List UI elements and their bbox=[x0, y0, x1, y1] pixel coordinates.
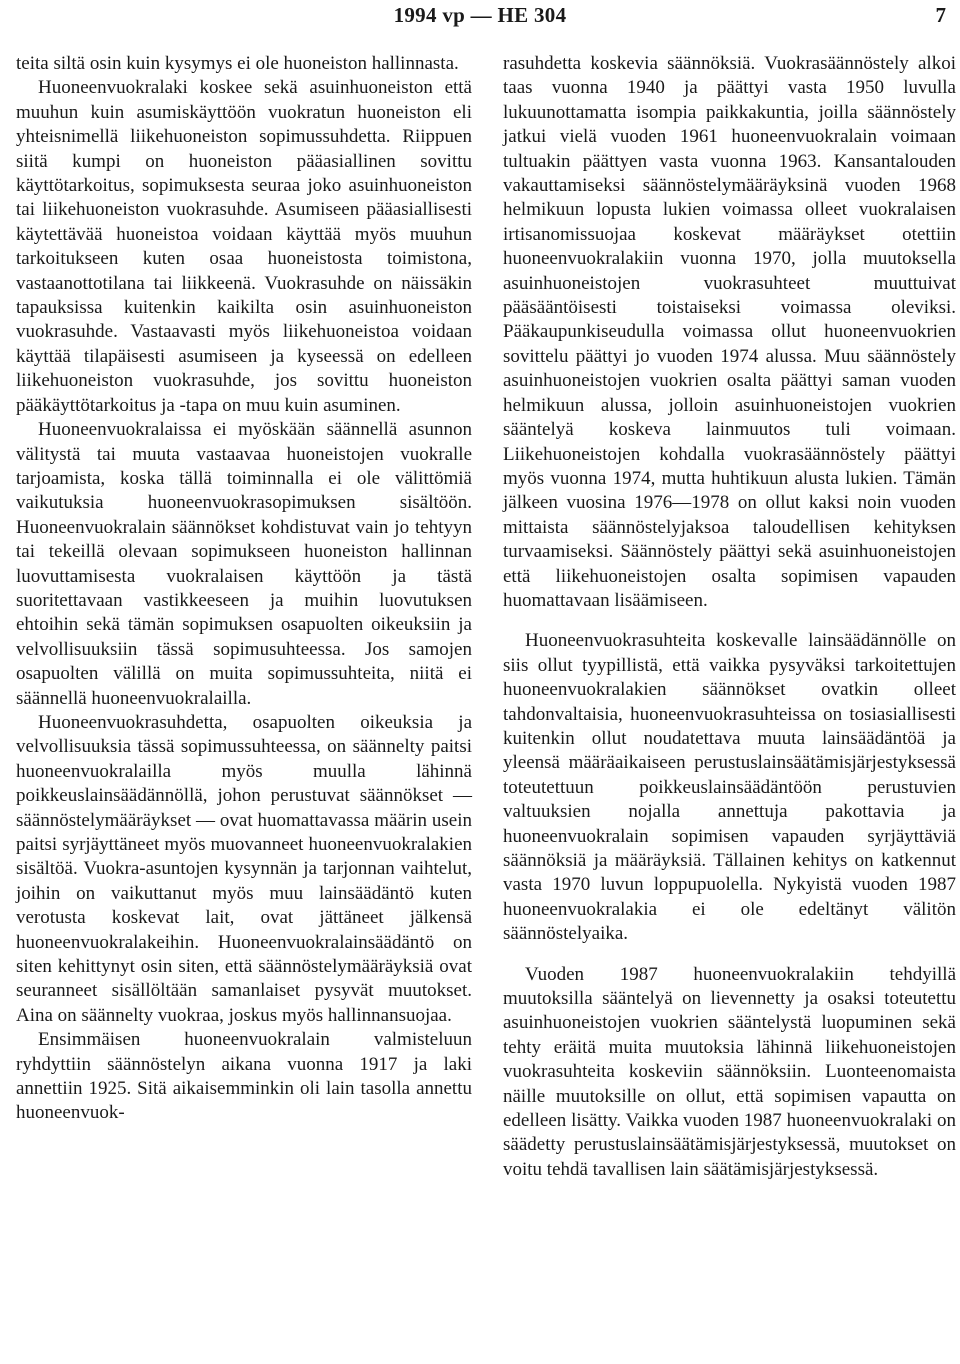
right-column bbox=[503, 52, 956, 1182]
body-paragraph: Huoneenvuokralaissa ei myöskään säännellä asunnon välitystä tai muuta vastaavaa huoneistojen vuokralle tarjoamista, koska tällä toiminnalla ei ole välittömiä vaikutuksia huoneenvuokrasopimuksen sisältöön. Huoneenvuokralain säännökset kohdistuvat vain jo tehtyyn tai tekeillä olevaan sopimukseen huoneiston hallinnan luovuttamisesta vuokralaisen käyttöön ja tästä suoritettavaan vastikkeeseen ja muihin luovutuksen ehtoihin sekä tämän sopimuksen osapuolten oikeuksiin ja velvollisuuksiin tässä sopimusuhteessa. Jos samojen osapuolten välillä on muita sopimussuhteita, niitä ei säännellä huoneenvuokralailla. bbox=[16, 419, 472, 709]
body-paragraph: Ensimmäisen huoneenvuokralain valmisteluun ryhdyttiin säännöstelyn aikana vuonna 1917 ja laki annettiin 1925. Sitä aikaisemminkin oli lain tasolla annettu huoneenvuok- bbox=[16, 1029, 472, 1124]
body-paragraph: teita siltä osin kuin kysymys ei ole huoneiston hallinnasta. bbox=[16, 53, 459, 74]
body-paragraph: Huoneenvuokralaki koskee sekä asuinhuoneiston että muuhun kuin asumiskäyttöön vuokratun huoneiston eli yhteisnimellä liikehuoneiston sopimussuhdetta. Riippuen siitä kumpi on huoneiston pääasiallinen sovittu käyttötarkoitus, sopimuksesta seuraa joko asuinhuoneiston tai liikehuoneiston vuokrasuhde. Asumiseen pääasiallisesti käytettävää huoneistoa voidaan käyttää myös muuhun tarkoitukseen kuten osaa huoneistosta toimistona, vastaanottotilana tai liikkeenä. Vuokrasuhde on näissäkin tapauksissa kuitenkin kaikilta osin asuinhuoneiston vuokrasuhde. Vastaavasti myös liikehuoneistoa voidaan käyttää tilapäisesti asumiseen ja kyseessä on edelleen liikehuoneiston vuokrasuhde, jos sovittu huoneiston pääkäyttötarkoitus ja -tapa on muu kuin asuminen. bbox=[16, 77, 472, 416]
body-paragraph: Huoneenvuokrasuhteita koskevalle lainsäädännölle on siis ollut tyypillistä, että vaikka pysyväksi tarkoitettujen huoneenvuokralakien säännökset ovatkin olleet tahdonvaltaisia, huoneenvuokrasuhteissa on tosiasiallisesti kuitenkin ollut noudatettava muuta lainsäädäntöä ja yleensä määräaikaiseen perustuslainsäätämisjärjestyksessä toteutettuun poikkeuslainsäädäntöön perustuvien valtuuksien nojalla annettuja pakottavia ja huoneenvuokralain sopimisen vapauden syrjäyttäviä säännöksiä ja määräyksiä. Tällainen kehitys on katkennut vasta 1970 luvun loppupuolella. Nykyistä vuoden 1987 huoneenvuokralakia ei ole edeltänyt välitön säännöstelyaika. bbox=[503, 630, 956, 945]
page-header bbox=[0, 0, 960, 36]
page-number: 7 bbox=[935, 3, 946, 27]
body-paragraph: Huoneenvuokrasuhdetta, osapuolten oikeuksia ja velvollisuuksia tässä sopimussuhteessa, on säännelty paitsi huoneenvuokralailla myös muulla lähinnä poikkeuslainsäädännöllä, johon perustuvat säännökset — säännöstelymääräykset — ovat huomattavassa määrin usein paitsi syrjäyttäneet myös muovanneet huoneenvuokralakien sisältöä. Vuokra-asuntojen kysynnän ja tarjonnan vaihtelut, joihin on vaikuttanut myös muu lainsäädäntö kuten verotusta koskevat lait, ovat jättäneet jälkensä huoneenvuokralakeihin. Huoneenvuokralainsäädäntö on siten kehittynyt osin siten, että säännöstelymääräyksiä ovat seuranneet sisällöltään samanlaiset pysyvät muutokset. Aina on säännelty vuokraa, joskus myös hallinnansuojaa. bbox=[16, 711, 472, 1026]
left-column bbox=[16, 52, 472, 1126]
body-paragraph: rasuhdetta koskevia säännöksiä. Vuokrasäännöstely alkoi taas vuonna 1940 ja päättyi vasta 1950 luvulla lukuunottamatta isompia paikkakuntia, joilla säännöstely jatkui vielä vuoden 1961 huoneenvuokralain voimaan tultuakin päättyen vasta vuonna 1963. Kansantalouden vakauttamiseksi säännöstelymääräyksinä vuoden 1968 helmikuun lopusta lukien voimassa olleet vuokralaisen irtisanomissuojaa koskevat määräykset otettiin huoneenvuokralakiin vuonna 1970, jolla muutoksella asuinhuoneistojen vuokrasuhteet muuttuivat pääsääntöisesti toistaiseksi voimassa oleviksi. Pääkaupunkiseudulla voimassa ollut huoneenvuokrien sovittelu päättyi jo vuoden 1974 alussa. Muu säännöstely asuinhuoneistojen vuokrien osalta päättyi saman vuoden helmikuun alussa, jolloin asuinhuoneistojen vuokrien sääntelyä koskeva lainmuutos tuli voimaan. Liikehuoneistojen kohdalla vuokrasäännöstely päättyi myös vuonna 1974, mutta huhtikuun alusta lukien. Tämän jälkeen vuosina 1976—1978 on ollut kaksi noin vuoden mittaista säännöstelyjaksoa taloudellisen kehityksen turvaamiseksi. Säännöstely päättyi sekä asuinhuoneistojen että liikehuoneistojen osalta sopimisen vapauden huomattavaan lisäämiseen. bbox=[503, 53, 956, 611]
running-header-title: 1994 vp — HE 304 bbox=[393, 3, 567, 27]
body-paragraph: Vuoden 1987 huoneenvuokralakiin tehdyillä muutoksilla sääntelyä on lievennetty ja osaksi toteutettu asuinhuoneistojen vuokrien sääntelystä luopuminen sekä tehty eräitä muita muutoksia lähinnä liikehuoneistojen vuokrasuhteita koskeviin säännöksiin. Luonteenomaista näille muutoksille on ollut, että sopimisen vapautta on edelleen lisätty. Vaikka vuoden 1987 huoneenvuokralaki on säädetty perustuslainsäätämisjärjestyksessä, muutokset on voitu tehdä tavallisen lain säätämisjärjestyksessä. bbox=[503, 963, 956, 1180]
